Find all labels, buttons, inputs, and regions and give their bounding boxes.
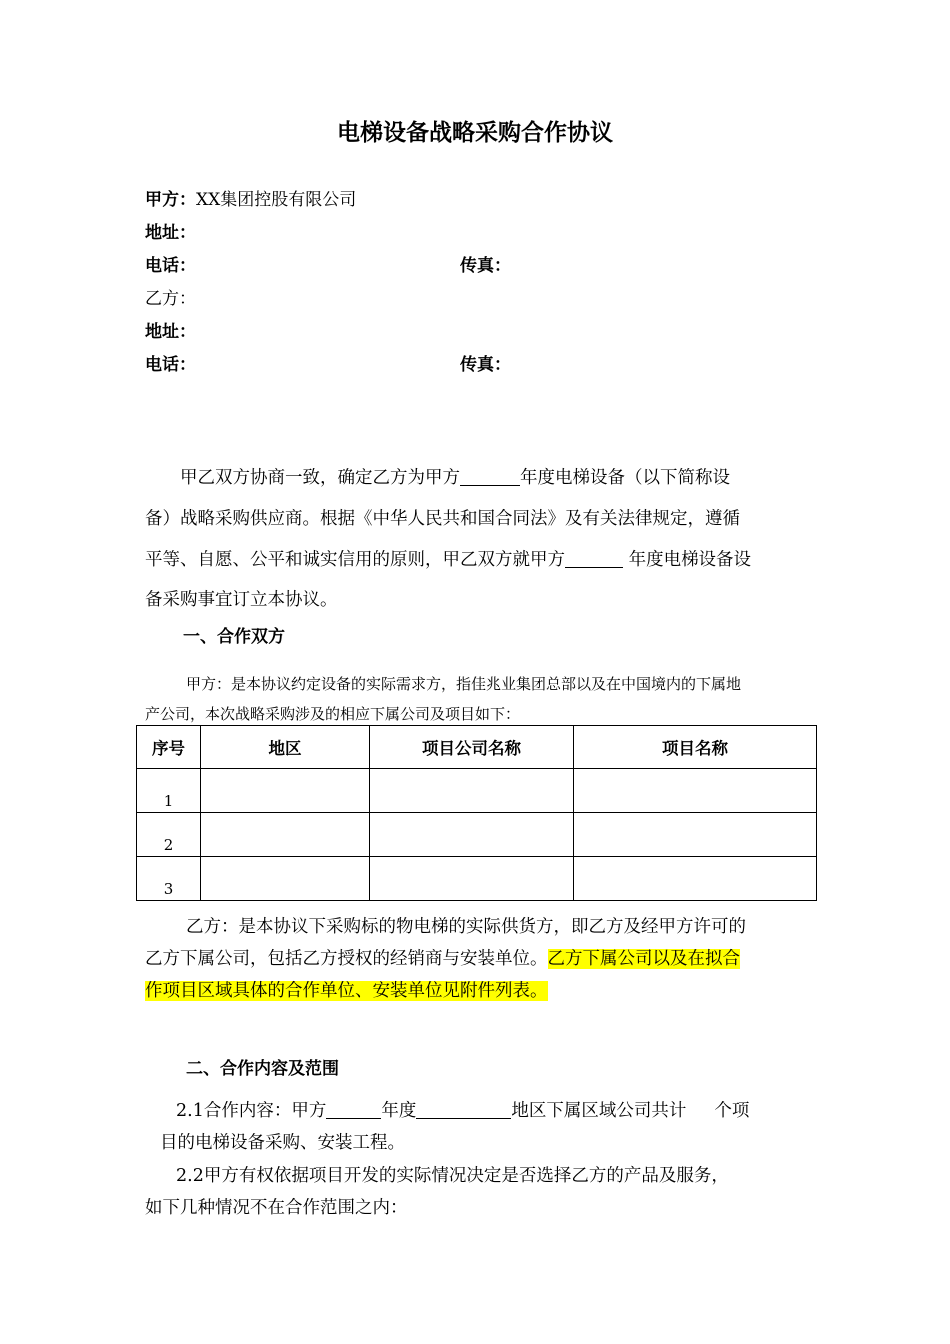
blank-year <box>460 468 520 487</box>
table-cell <box>370 857 574 901</box>
section-2-p1-line-1 <box>176 1097 749 1122</box>
intro-text: 甲乙双方协商一致，确定乙方为甲方 <box>180 468 460 488</box>
party-a-label: 甲方： <box>145 190 196 210</box>
party-b-row <box>145 289 196 309</box>
party-b-text: 乙方下属公司，包括乙方授权的经销商与安装单位。 <box>145 949 548 969</box>
clause-text: 2.1合作内容：甲方 <box>176 1101 327 1121</box>
section-1-heading: 一、合作双方 <box>183 627 285 647</box>
intro-line-3 <box>145 546 751 571</box>
page-title: 电梯设备战略采购合作协议 <box>337 120 613 146</box>
table-cell <box>201 769 370 813</box>
table-header-row <box>137 726 817 769</box>
table-cell: 2 <box>137 813 201 857</box>
party-a-name: XX集团控股有限公司 <box>196 190 357 210</box>
table-row <box>137 813 817 857</box>
intro-line-4: 备采购事宜订立本协议。 <box>145 590 338 610</box>
blank-year <box>326 1101 381 1120</box>
table-cell <box>201 813 370 857</box>
table-row <box>137 857 817 901</box>
party-a-phone <box>145 256 196 276</box>
blank-year <box>565 550 623 569</box>
party-a-phone-label: 电话： <box>145 256 196 276</box>
table-cell <box>574 769 817 813</box>
table-header-cell: 项目公司名称 <box>370 726 574 769</box>
party-b-label: 乙方： <box>145 289 196 309</box>
party-b-phone <box>145 355 196 375</box>
party-b-address-label: 地址： <box>145 322 196 342</box>
table-cell <box>370 813 574 857</box>
clause-text: 地区下属区域公司共计 <box>511 1101 687 1121</box>
section-2-p1-line-2: 目的电梯设备采购、安装工程。 <box>160 1133 405 1153</box>
section-2-heading: 二、合作内容及范围 <box>186 1059 339 1079</box>
blank-region <box>416 1101 511 1120</box>
intro-text: 年度电梯设备设 <box>623 550 752 570</box>
party-b-phone-label: 电话： <box>145 355 196 375</box>
party-b-address <box>145 322 196 342</box>
table-header-cell: 序号 <box>137 726 201 769</box>
table-cell <box>574 857 817 901</box>
section-1-party-b-line-3 <box>145 977 548 1002</box>
table-cell <box>370 769 574 813</box>
intro-text: 平等、自愿、公平和诚实信用的原则，甲乙双方就甲方 <box>145 550 565 570</box>
intro-line-2: 备）战略采购供应商。根据《中华人民共和国合同法》及有关法律规定，遵循 <box>145 509 740 529</box>
section-2-p2-line-2: 如下几种情况不在合作范围之内： <box>145 1198 408 1218</box>
party-a-address <box>145 223 196 243</box>
party-b-fax-label: 传真： <box>460 355 511 375</box>
section-1-party-b-line-2 <box>145 945 740 970</box>
intro-text: 年度电梯设备（以下简称设 <box>520 468 730 488</box>
intro-line-1 <box>180 464 730 489</box>
table-cell: 3 <box>137 857 201 901</box>
highlighted-text: 乙方下属公司以及在拟合 <box>547 949 740 969</box>
section-1-party-a-line-2: 产公司，本次战略采购涉及的相应下属公司及项目如下： <box>145 705 521 723</box>
party-b-fax <box>460 355 511 375</box>
party-a-address-label: 地址： <box>145 223 196 243</box>
table-row <box>137 769 817 813</box>
section-1-party-b-line-1: 乙方：是本协议下采购标的物电梯的实际供货方，即乙方及经甲方许可的 <box>186 917 746 937</box>
clause-text: 个项 <box>714 1101 750 1121</box>
table-cell <box>574 813 817 857</box>
table-header-cell: 项目名称 <box>574 726 817 769</box>
section-2-p2-line-1: 2.2甲方有权依据项目开发的实际情况决定是否选择乙方的产品及服务， <box>176 1166 729 1186</box>
highlighted-text: 作项目区域具体的合作单位、安装单位见附件列表。 <box>145 981 548 1001</box>
table-cell: 1 <box>137 769 201 813</box>
party-a-fax <box>460 256 511 276</box>
section-1-party-a-line-1: 甲方：是本协议约定设备的实际需求方，指佳兆业集团总部以及在中国境内的下属地 <box>186 675 742 693</box>
party-a-row <box>145 190 356 210</box>
clause-text: 年度 <box>381 1101 417 1121</box>
table-cell <box>201 857 370 901</box>
table-header-cell: 地区 <box>201 726 370 769</box>
party-a-fax-label: 传真： <box>460 256 511 276</box>
project-table <box>136 725 817 901</box>
